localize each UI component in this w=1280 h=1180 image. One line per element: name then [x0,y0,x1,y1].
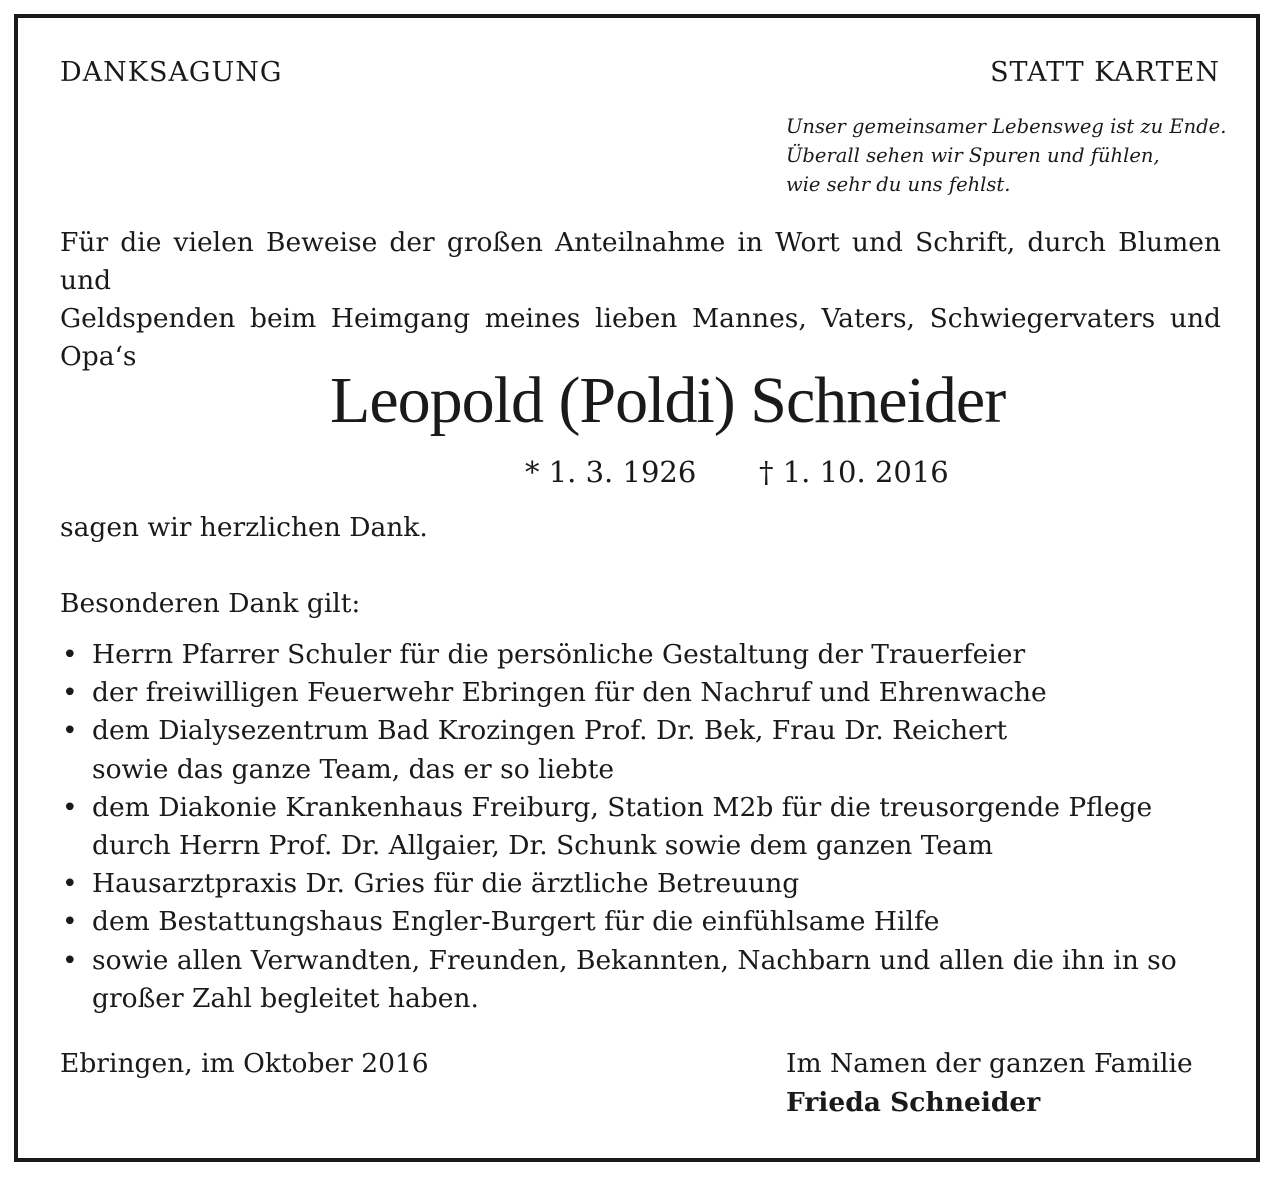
birth-date: * 1. 3. 1926 [525,455,697,489]
special-thanks-item [60,636,1177,674]
special-thanks-item [60,865,1177,903]
special-thanks-item-line: dem Bestattungshaus Engler-Burgert für die einfühlsame Hilfe [92,906,940,938]
special-thanks-item-line: Herrn Pfarrer Schuler für die persönliche Gestaltung der Trauerfeier [92,639,1026,670]
motto-line: Unser gemeinsamer Lebensweg ist zu Ende. [786,115,1227,138]
special-thanks-item [60,942,1177,1018]
special-thanks-item-line: dem Diakonie Krankenhaus Freiburg, Station M2b für die treusorgende Pflege [92,791,1153,823]
motto-verse [786,112,1226,199]
special-thanks-item-line: Hausarztpraxis Dr. Gries für die ärztliche Betreuung [92,868,800,900]
special-thanks-item [60,903,1177,941]
bullet-mark: • [62,944,78,976]
bullet-mark: • [62,677,78,709]
bullet-mark: • [62,791,78,823]
signature-name: Frieda Schneider [786,1087,1041,1118]
special-thanks-item-line: großer Zahl begleitet haben. [92,982,479,1014]
intro-line: Geldspenden beim Heimgang meines lieben Mannes, Vaters, Schwiegervaters und [60,303,1221,334]
death-date: † 1. 10. 2016 [759,455,949,489]
special-thanks-heading: Besonderen Dank gilt: [60,588,361,619]
special-thanks-item-line: der freiwilligen Feuerwehr Ebringen für den Nachruf und Ehrenwache [92,677,1047,709]
motto-line: wie sehr du uns fehlst. [786,173,1011,196]
bullet-mark: • [62,906,78,938]
header-danksagung: DANKSAGUNG [60,57,283,88]
special-thanks-item-line: durch Herrn Prof. Dr. Allgaier, Dr. Schunk sowie dem ganzen Team [92,830,994,862]
special-thanks-item [60,789,1177,865]
intro-line: Opa‘s [60,341,137,372]
special-thanks-item-line: sowie das ganze Team, das er so liebte [92,753,615,785]
signature-intro: Im Namen der ganzen Familie [786,1048,1193,1079]
special-thanks-item [60,674,1177,712]
bullet-mark: • [62,868,78,900]
special-thanks-item [60,712,1177,788]
bullet-mark: • [62,715,78,747]
thanks-line: sagen wir herzlichen Dank. [60,512,428,543]
special-thanks-list [60,636,1177,1018]
header-statt-karten: STATT KARTEN [990,57,1220,88]
bullet-mark: • [62,639,78,670]
special-thanks-item-line: sowie allen Verwandten, Freunden, Bekannten, Nachbarn und allen die ihn in so [92,944,1177,976]
deceased-name: Leopold (Poldi) Schneider [330,364,1006,437]
motto-line: Überall sehen wir Spuren und fühlen, [786,144,1160,167]
special-thanks-item-line: dem Dialysezentrum Bad Krozingen Prof. Dr. Bek, Frau Dr. Reichert [92,715,1008,747]
intro-line: Für die vielen Beweise der großen Anteilnahme in Wort und Schrift, durch Blumen und [60,227,1221,296]
place-date: Ebringen, im Oktober 2016 [60,1048,429,1079]
intro-paragraph [60,224,1221,376]
